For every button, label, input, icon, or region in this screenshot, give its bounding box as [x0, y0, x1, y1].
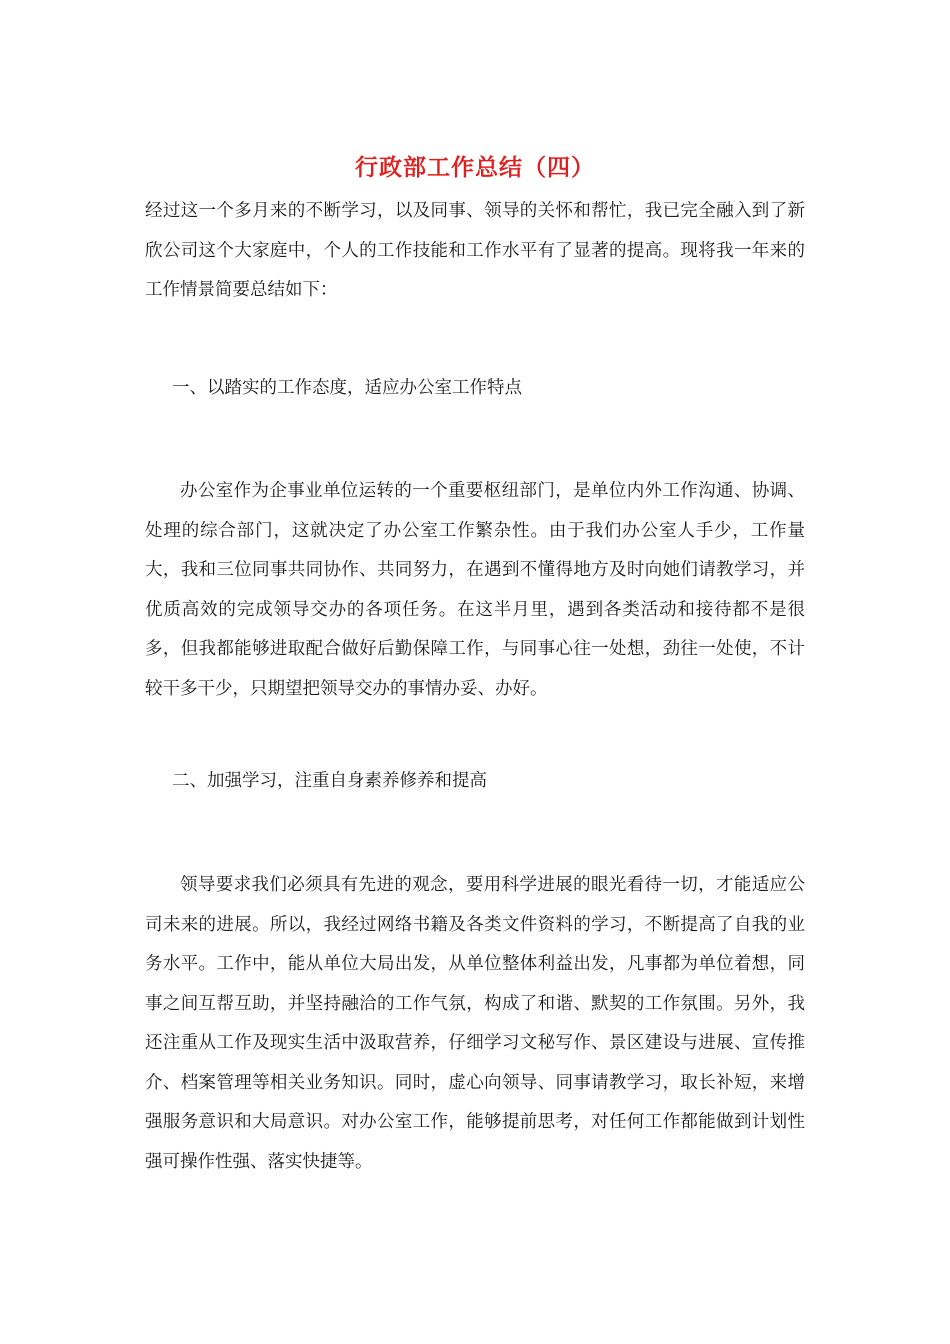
section-heading-2: 二、加强学习，注重自身素养修养和提高 — [172, 771, 487, 791]
section-heading-1: 一、以踏实的工作态度，适应办公室工作特点 — [172, 378, 522, 398]
section-body-2: 领导要求我们必须具有先进的观念，要用科学进展的眼光看待一切，才能适应公司未来的进展。所以，我经过网络书籍及各类文件资料的学习，不断提高了自我的业务水平。工作中，能从单位大局出发，从单位整体利益出发，凡事都为单位着想，同事之间互帮互助，并坚持融洽的工作气氛，构成了和谐、默契的工作氛围。另外，我还注重从工作及现实生活中汲取营养，仔细学习文秘写作、景区建设与进展、宣传推介、档案管理等相关业务知识。同时，虚心向领导、同事请教学习，取长补短，来增强服务意识和大局意识。对办公室工作，能够提前思考，对任何工作都能做到计划性强可操作性强、落实快捷等。 — [145, 875, 805, 1172]
document-title: 行政部工作总结（四） — [355, 154, 595, 181]
section-body-1: 办公室作为企事业单位运转的一个重要枢纽部门，是单位内外工作沟通、协调、处理的综合部门，这就决定了办公室工作繁杂性。由于我们办公室人手少，工作量大，我和三位同事共同协作、共同努力，在遇到不懂得地方及时向她们请教学习，并优质高效的完成领导交办的各项任务。在这半月里，遇到各类活动和接待都不是很多，但我都能够进取配合做好后勤保障工作，与同事心往一处想，劲往一处使，不计较干多干少，只期望把领导交办的事情办妥、办好。 — [145, 481, 805, 699]
intro-paragraph: 经过这一个多月来的不断学习，以及同事、领导的关怀和帮忙，我已完全融入到了新欣公司这个大家庭中，个人的工作技能和工作水平有了显著的提高。现将我一年来的工作情景简要总结如下： — [145, 201, 805, 300]
